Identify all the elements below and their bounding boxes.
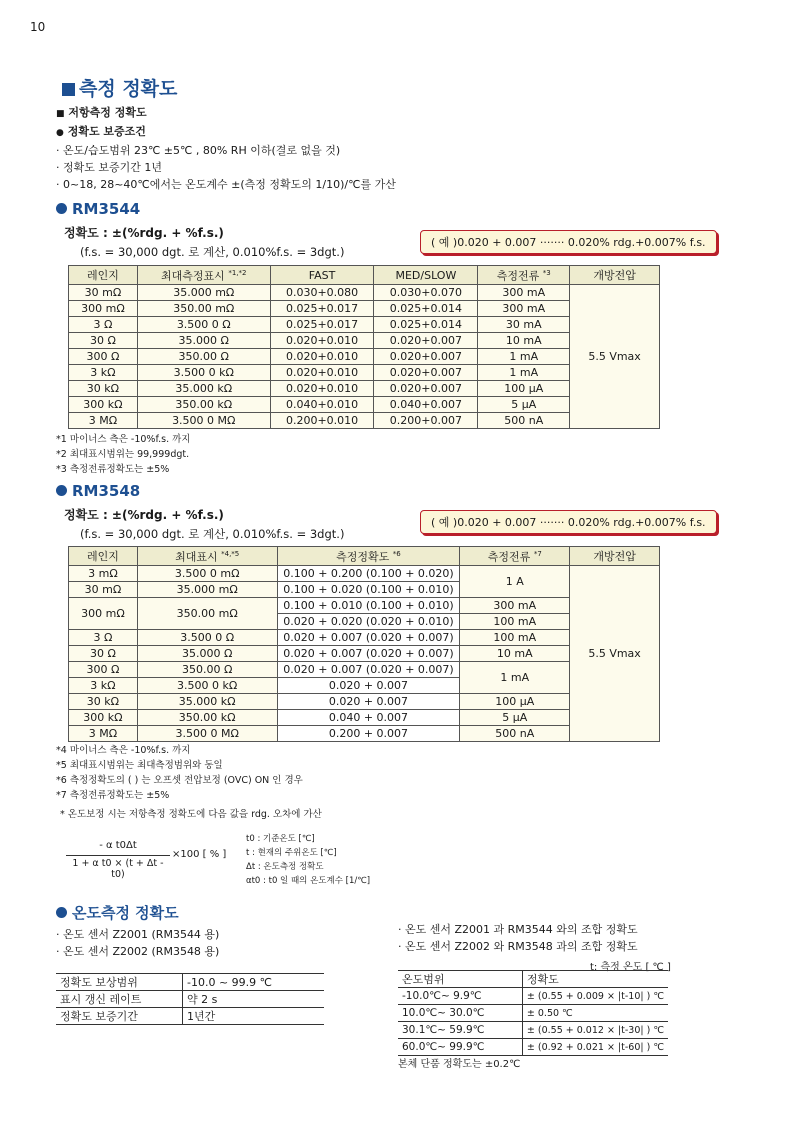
rm3544-accuracy: 정확도 : ±(%rdg. + %f.s.) bbox=[64, 226, 224, 240]
header-current: 측정전류 $^{*3}$ bbox=[478, 266, 570, 285]
cell: 30 mΩ bbox=[69, 582, 138, 598]
rm3548-example-box: ( 예 )0.020 + 0.007 ······· 0.020% rdg.+0.007% f.s. bbox=[420, 510, 717, 534]
cell: 35.000 mΩ bbox=[137, 582, 277, 598]
cell: 3.500 0 mΩ bbox=[137, 566, 277, 582]
cell: ± (0.92 + 0.021 × |t-60| ) ℃ bbox=[522, 1039, 668, 1056]
formula-numerator: - α t0Δt bbox=[99, 840, 137, 851]
table-header-row bbox=[69, 266, 660, 285]
cell: 3 mΩ bbox=[69, 566, 138, 582]
header-accuracy: 측정정확도 $^{*6}$ bbox=[277, 547, 460, 566]
cell: 0.020+0.010 bbox=[270, 381, 374, 397]
cell: 0.020 + 0.020 (0.020 + 0.010) bbox=[277, 614, 460, 630]
cell: 350.00 kΩ bbox=[137, 397, 270, 413]
cell: 300 mA bbox=[460, 598, 570, 614]
table-row bbox=[398, 1022, 668, 1039]
rm3544-footnotes bbox=[56, 432, 190, 477]
page-title bbox=[62, 74, 177, 101]
cell: 0.020+0.007 bbox=[374, 349, 478, 365]
cell: 10 mA bbox=[478, 333, 570, 349]
condition-line: · 온도/습도범위 23℃ ±5℃ , 80% RH 이하(결로 없을 것) bbox=[56, 144, 341, 157]
cell: ± 0.50 ℃ bbox=[522, 1005, 668, 1022]
cell: 0.100 + 0.200 (0.100 + 0.020) bbox=[277, 566, 460, 582]
condition-line: · 0~18, 28~40℃에서는 온도계수 ±(측정 정확도의 1/10)/℃를 가산 bbox=[56, 178, 396, 191]
footnote: *7 측정전류정확도는 ±5% bbox=[56, 790, 170, 801]
cell: 30 mA bbox=[478, 317, 570, 333]
table-header-row bbox=[398, 971, 668, 988]
rm3544-table bbox=[68, 265, 660, 429]
cell: 표시 갱신 레이트 bbox=[56, 991, 183, 1008]
cell: 0.020 + 0.007 bbox=[277, 678, 460, 694]
cell: 5 μA bbox=[460, 710, 570, 726]
header-range: 레인지 bbox=[69, 266, 138, 285]
cell: 5 μA bbox=[478, 397, 570, 413]
table-row bbox=[69, 285, 660, 301]
footnote: *6 측정정확도의 ( ) 는 오프셋 전압보정 (OVC) ON 인 경우 bbox=[56, 775, 303, 786]
cell: 0.020+0.010 bbox=[270, 349, 374, 365]
cell: 3.500 0 Ω bbox=[137, 317, 270, 333]
resistance-conditions bbox=[56, 104, 396, 193]
header-open-voltage: 개방전압 bbox=[570, 547, 660, 566]
rm3544-example-box: ( 예 )0.020 + 0.007 ······· 0.020% rdg.+0.007% f.s. bbox=[420, 230, 717, 254]
temp-spec-table bbox=[56, 973, 324, 1025]
circle-bullet-icon bbox=[56, 485, 67, 496]
rm3548-fs-note: (f.s. = 30,000 dgt. 로 계산, 0.010%f.s. = 3dgt.) bbox=[80, 527, 345, 541]
cell: 300 kΩ bbox=[69, 710, 138, 726]
cell: 0.020+0.007 bbox=[374, 333, 478, 349]
cell: 3 Ω bbox=[69, 630, 138, 646]
cell: 300 kΩ bbox=[69, 397, 138, 413]
unit-accuracy-note: 본체 단품 정확도는 ±0.2℃ bbox=[398, 1059, 521, 1070]
cell: 30 kΩ bbox=[69, 694, 138, 710]
cell: 0.025+0.014 bbox=[374, 317, 478, 333]
cell: -10.0℃~ 9.9℃ bbox=[398, 988, 522, 1005]
cell: 3 kΩ bbox=[69, 678, 138, 694]
cell: 35.000 kΩ bbox=[137, 694, 277, 710]
header-cell: 정확도 bbox=[522, 971, 668, 988]
cell: 0.020+0.007 bbox=[374, 381, 478, 397]
table-row bbox=[56, 1008, 324, 1025]
header-range: 레인지 bbox=[69, 547, 138, 566]
combo-list bbox=[398, 921, 638, 955]
unit-note: t: 측정 온도 [ ℃ ] bbox=[590, 962, 671, 973]
cell: 1 mA bbox=[478, 349, 570, 365]
cell: 0.100 + 0.020 (0.100 + 0.010) bbox=[277, 582, 460, 598]
combo-line: · 온도 센서 Z2001 과 RM3544 와의 조합 정확도 bbox=[398, 923, 638, 936]
table-row bbox=[56, 974, 324, 991]
cell: 60.0℃~ 99.9℃ bbox=[398, 1039, 522, 1056]
cell: 정확도 보증기간 bbox=[56, 1008, 183, 1025]
cell: 0.020 + 0.007 bbox=[277, 694, 460, 710]
legend-line: αt0 : t0 일 때의 온도계수 [1/℃] bbox=[246, 876, 371, 886]
cell: 0.025+0.017 bbox=[270, 317, 374, 333]
cell: 3.500 0 MΩ bbox=[137, 726, 277, 742]
cell: 1 mA bbox=[478, 365, 570, 381]
cell: 100 μA bbox=[460, 694, 570, 710]
cell: 0.040 + 0.007 bbox=[277, 710, 460, 726]
header-max-display: 최대측정표시 $^{*1,*2}$ bbox=[137, 266, 270, 285]
cell: 1 A bbox=[460, 566, 570, 598]
cell: 350.00 mΩ bbox=[137, 301, 270, 317]
sensor-line: · 온도 센서 Z2001 (RM3544 용) bbox=[56, 928, 220, 941]
rm3548-table bbox=[68, 546, 660, 742]
cell: ± (0.55 + 0.009 × |t-10| ) ℃ bbox=[522, 988, 668, 1005]
footnote: *5 최대표시범위는 최대측정범위와 동일 bbox=[56, 760, 223, 771]
cell: 0.025+0.014 bbox=[374, 301, 478, 317]
cell: 350.00 mΩ bbox=[137, 598, 277, 630]
cell: 35.000 mΩ bbox=[137, 285, 270, 301]
cell: 3.500 0 MΩ bbox=[137, 413, 270, 429]
header-cell: 온도범위 bbox=[398, 971, 522, 988]
cell: 1 mA bbox=[460, 662, 570, 694]
page-title-text: 측정 정확도 bbox=[79, 78, 178, 100]
cell: 0.020+0.010 bbox=[270, 365, 374, 381]
sensor-line: · 온도 센서 Z2002 (RM3548 용) bbox=[56, 945, 220, 958]
cell: 정확도 보상범위 bbox=[56, 974, 183, 991]
fraction-bar bbox=[66, 855, 170, 856]
cell: 0.020 + 0.007 (0.020 + 0.007) bbox=[277, 630, 460, 646]
rm3544-fs-note: (f.s. = 30,000 dgt. 로 계산, 0.010%f.s. = 3dgt.) bbox=[80, 245, 345, 259]
cell: 0.025+0.017 bbox=[270, 301, 374, 317]
cell: 30 mΩ bbox=[69, 285, 138, 301]
cell: 35.000 Ω bbox=[137, 646, 277, 662]
cell: 0.020+0.007 bbox=[374, 365, 478, 381]
cell: 0.020 + 0.007 (0.020 + 0.007) bbox=[277, 646, 460, 662]
cell: 300 mA bbox=[478, 301, 570, 317]
cell: 300 mA bbox=[478, 285, 570, 301]
table-row bbox=[398, 988, 668, 1005]
page-number: 10 bbox=[30, 20, 46, 34]
cell: 3 MΩ bbox=[69, 726, 138, 742]
cell: 3 kΩ bbox=[69, 365, 138, 381]
formula-denominator: 1 + α t0 × (t + Δt - t0) bbox=[72, 858, 164, 880]
formula-legend bbox=[246, 832, 370, 888]
rm3548-accuracy: 정확도 : ±(%rdg. + %f.s.) bbox=[64, 508, 224, 522]
cell: 30 Ω bbox=[69, 333, 138, 349]
resistance-heading: ■ 저항측정 정확도 bbox=[56, 106, 147, 119]
cell: 0.020 + 0.007 (0.020 + 0.007) bbox=[277, 662, 460, 678]
cell: 0.020+0.010 bbox=[270, 333, 374, 349]
conditions-heading: ● 정확도 보증조건 bbox=[56, 125, 146, 138]
cell: 0.030+0.080 bbox=[270, 285, 374, 301]
cell: 약 2 s bbox=[183, 991, 325, 1008]
table-row bbox=[398, 1039, 668, 1056]
cell: 0.100 + 0.010 (0.100 + 0.010) bbox=[277, 598, 460, 614]
legend-line: t : 현재의 주위온도 [℃] bbox=[246, 848, 337, 858]
formula-factor: ×100 [ % ] bbox=[172, 849, 227, 860]
rm3548-footnotes bbox=[56, 743, 303, 803]
cell: 350.00 kΩ bbox=[137, 710, 277, 726]
cell: 1년간 bbox=[183, 1008, 325, 1025]
cell: 350.00 Ω bbox=[137, 349, 270, 365]
cell: 3.500 0 kΩ bbox=[137, 365, 270, 381]
circle-bullet-icon bbox=[56, 907, 67, 918]
header-fast: FAST bbox=[270, 266, 374, 285]
header-current: 측정전류 $^{*7}$ bbox=[460, 547, 570, 566]
open-voltage-cell: 5.5 Vmax bbox=[570, 285, 660, 429]
header-med-slow: MED/SLOW bbox=[374, 266, 478, 285]
legend-line: t0 : 기준온도 [℃] bbox=[246, 834, 315, 844]
cell: 100 μA bbox=[478, 381, 570, 397]
cell: 300 Ω bbox=[69, 349, 138, 365]
cell: 0.040+0.010 bbox=[270, 397, 374, 413]
cell: 300 Ω bbox=[69, 662, 138, 678]
cell: 3.500 0 kΩ bbox=[137, 678, 277, 694]
cell: 35.000 Ω bbox=[137, 333, 270, 349]
combo-accuracy-table bbox=[398, 970, 668, 1056]
cell: 3.500 0 Ω bbox=[137, 630, 277, 646]
sensor-list bbox=[56, 926, 219, 960]
cell: ± (0.55 + 0.012 × |t-30| ) ℃ bbox=[522, 1022, 668, 1039]
legend-line: Δt : 온도측정 정확도 bbox=[246, 862, 324, 872]
temp-correction-note: * 온도보정 시는 저항측정 정확도에 다음 값을 rdg. 오차에 가산 bbox=[60, 809, 322, 820]
cell: 10.0℃~ 30.0℃ bbox=[398, 1005, 522, 1022]
header-open-voltage: 개방전압 bbox=[570, 266, 660, 285]
footnote: *3 측정전류정확도는 ±5% bbox=[56, 464, 170, 475]
table-row bbox=[69, 566, 660, 582]
rm3544-heading: RM3544 bbox=[56, 200, 140, 218]
cell: 30 Ω bbox=[69, 646, 138, 662]
cell: 0.200+0.007 bbox=[374, 413, 478, 429]
cell: 30.1℃~ 59.9℃ bbox=[398, 1022, 522, 1039]
cell: 0.200+0.010 bbox=[270, 413, 374, 429]
cell: -10.0 ~ 99.9 ℃ bbox=[183, 974, 325, 991]
cell: 350.00 Ω bbox=[137, 662, 277, 678]
rm3548-heading: RM3548 bbox=[56, 482, 140, 500]
circle-bullet-icon bbox=[56, 203, 67, 214]
cell: 30 kΩ bbox=[69, 381, 138, 397]
footnote: *4 마이너스 측은 -10%f.s. 까지 bbox=[56, 745, 191, 756]
cell: 3 MΩ bbox=[69, 413, 138, 429]
cell: 0.040+0.007 bbox=[374, 397, 478, 413]
cell: 3 Ω bbox=[69, 317, 138, 333]
cell: 35.000 kΩ bbox=[137, 381, 270, 397]
cell: 0.030+0.070 bbox=[374, 285, 478, 301]
footnote: *1 마이너스 측은 -10%f.s. 까지 bbox=[56, 434, 191, 445]
footnote: *2 최대표시범위는 99,999dgt. bbox=[56, 449, 190, 460]
cell: 300 mΩ bbox=[69, 598, 138, 630]
cell: 100 mA bbox=[460, 614, 570, 630]
open-voltage-cell: 5.5 Vmax bbox=[570, 566, 660, 742]
cell: 0.200 + 0.007 bbox=[277, 726, 460, 742]
square-bullet-icon bbox=[62, 83, 75, 96]
table-header-row bbox=[69, 547, 660, 566]
header-max-display: 최대표시 $^{*4,*5}$ bbox=[137, 547, 277, 566]
cell: 100 mA bbox=[460, 630, 570, 646]
table-row bbox=[56, 991, 324, 1008]
temperature-heading: 온도측정 정확도 bbox=[56, 902, 179, 923]
cell: 10 mA bbox=[460, 646, 570, 662]
condition-line: · 정확도 보증기간 1년 bbox=[56, 161, 162, 174]
table-row bbox=[398, 1005, 668, 1022]
cell: 500 nA bbox=[460, 726, 570, 742]
cell: 500 nA bbox=[478, 413, 570, 429]
cell: 300 mΩ bbox=[69, 301, 138, 317]
combo-line: · 온도 센서 Z2002 와 RM3548 과의 조합 정확도 bbox=[398, 940, 638, 953]
